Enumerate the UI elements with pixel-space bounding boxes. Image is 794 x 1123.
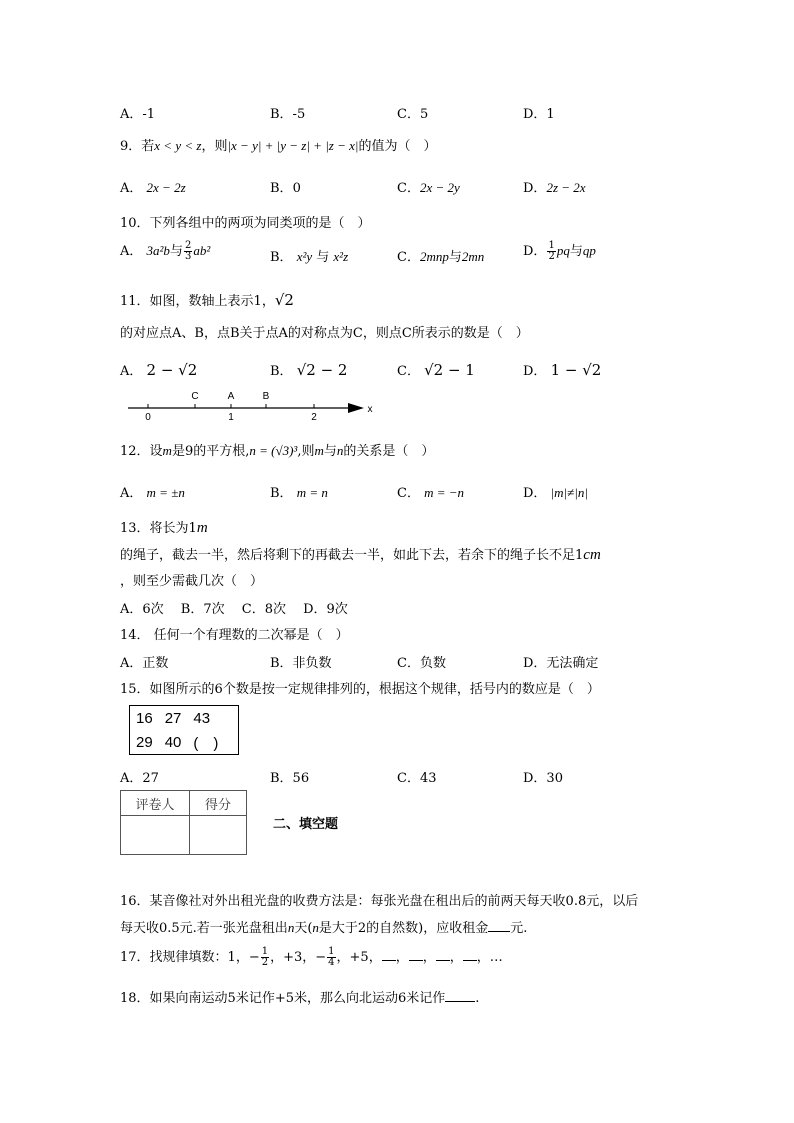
table-row [130,706,239,731]
q15-number-table [129,705,239,755]
grader-header: 评卷人 [121,791,190,816]
table-row [121,791,247,816]
q12-option-c: C． m = −n [397,485,465,501]
label-c: C [191,391,199,402]
table-row [121,816,247,855]
label-b: B [262,391,270,402]
q11-line2: 的对应点A、B，点B关于点A的对称点为C，则点C所表示的数是（ ） [120,326,529,341]
q14-option-d: D．无法确定 [523,656,599,671]
q9-prefix: 9．若 [120,139,155,154]
q17-blank-4[interactable] [463,948,477,961]
q14-stem: 14． 任何一个有理数的二次幂是（ ） [120,628,349,643]
label-1: 1 [228,412,234,423]
q16-line2: 每天收0.5元.若一张光盘租出n天(n是大于2的自然数)，应收租金 元. [120,920,528,936]
q10-option-a: A． 3a²b与 $\frac{2}{3}$ ab² [120,240,211,262]
q12-stem: 12．设m是9的平方根,n = (√3)³,则m与n的关系是（ ） [120,443,435,459]
q9-option-a: A． 2x − 2z [120,180,186,196]
q12-option-a: A． m = ±n [120,485,185,501]
q11-line1: 11．如图，数轴上表示1，√2 [120,291,294,309]
q11-option-a: A． 2 − √2 [120,361,198,379]
score-header: 得分 [190,791,247,816]
q11-option-b: B． √2 − 2 [270,361,348,379]
q8-option-d: D．1 [523,107,555,122]
section-title-fill-in: 二、填空题 [273,817,339,832]
q9-stem [120,135,436,154]
q14-option-b: B．非负数 [270,656,332,671]
number-line-arrow [348,403,364,413]
q16-line1: 16．某音像社对外出租光盘的收费方法是：每张光盘在租出后的前两天每天收0.8元，以后 [120,894,639,909]
q8-option-c: C．5 [397,107,429,122]
q15-option-b: B．56 [270,771,310,786]
q9-condition: x < y < z [154,138,202,153]
table-cell: ( ) [193,734,219,752]
table-cell: 43 [193,709,211,727]
q9-option-b: B．0 [270,181,301,196]
q15-stem: 15．如图所示的6个数是按一定规律排列的，根据这个规律，括号内的数应是（ ） [120,682,600,697]
q14-option-c: C．负数 [397,656,446,671]
q18-line: 18．如果向南运动5米记作+5米，那么向北运动6米记作 . [120,991,480,1006]
q10-option-d: D． $\frac{1}{2}$ pq与qp [523,240,596,262]
score-table [120,790,247,855]
table-cell: 16 [136,709,153,727]
table-row [130,730,239,755]
table-cell: 29 [136,733,153,751]
q9-suffix: 的值为（ ） [358,139,437,154]
score-cell[interactable] [190,816,247,855]
q12-option-b: B． m = n [270,485,328,501]
q13-line1: 13．将长为1m [120,520,208,536]
table-cell: 27 [164,709,182,727]
q17-blank-3[interactable] [436,948,450,961]
table-cell: 40 [164,733,182,751]
q11-option-d: D． 1 − √2 [523,361,602,379]
label-a: A [227,391,235,402]
q15-option-c: C．43 [397,771,437,786]
q13-line2: 的绳子，截去一半，然后将剩下的再截去一半，如此下去，若余下的绳子长不足1cm [120,547,601,563]
q13-line3: ，则至少需截几次（ ） [120,574,264,589]
q11-sqrt2: √2 [274,291,294,309]
q15-option-d: D．30 [523,771,563,786]
label-2: 2 [311,412,317,423]
q15-option-a: A．27 [120,771,159,786]
q11-number-line [120,385,380,425]
q9-mid: ，则 [201,139,228,154]
q8-option-b: B．-5 [270,107,306,122]
q17-line: 17．找规律填数：1，− $\frac{1}{2}$ ，+3，− $\frac{1}{4}$ ，+5， ， ， ， ，… [120,946,503,968]
label-x: x [367,404,373,415]
q9-expression: |x − y| + |y − z| + |z − x| [227,138,359,153]
q9-option-c: C．2x − 2y [397,180,460,196]
q12-option-d: D． |m|≠|n| [523,485,588,501]
q10-option-c: C．2mnp与2mn [397,249,485,265]
q8-option-a: A．-1 [120,107,156,122]
q16-answer-blank[interactable] [488,919,510,932]
q11-option-c: C． √2 − 1 [397,361,475,379]
label-0: 0 [145,412,151,423]
q13-options: A．6次 B．7次 C．8次 D．9次 [120,602,348,617]
q17-blank-1[interactable] [382,948,396,961]
q10-stem: 10．下列各组中的两项为同类项的是（ ） [120,216,371,231]
q10-option-b: B． x²y 与 x²z [270,249,349,265]
q17-blank-2[interactable] [409,948,423,961]
q18-answer-blank[interactable] [445,989,475,1002]
q14-option-a: A．正数 [120,656,169,671]
q9-option-d: D．2z − 2x [523,180,586,196]
grader-cell[interactable] [121,816,190,855]
